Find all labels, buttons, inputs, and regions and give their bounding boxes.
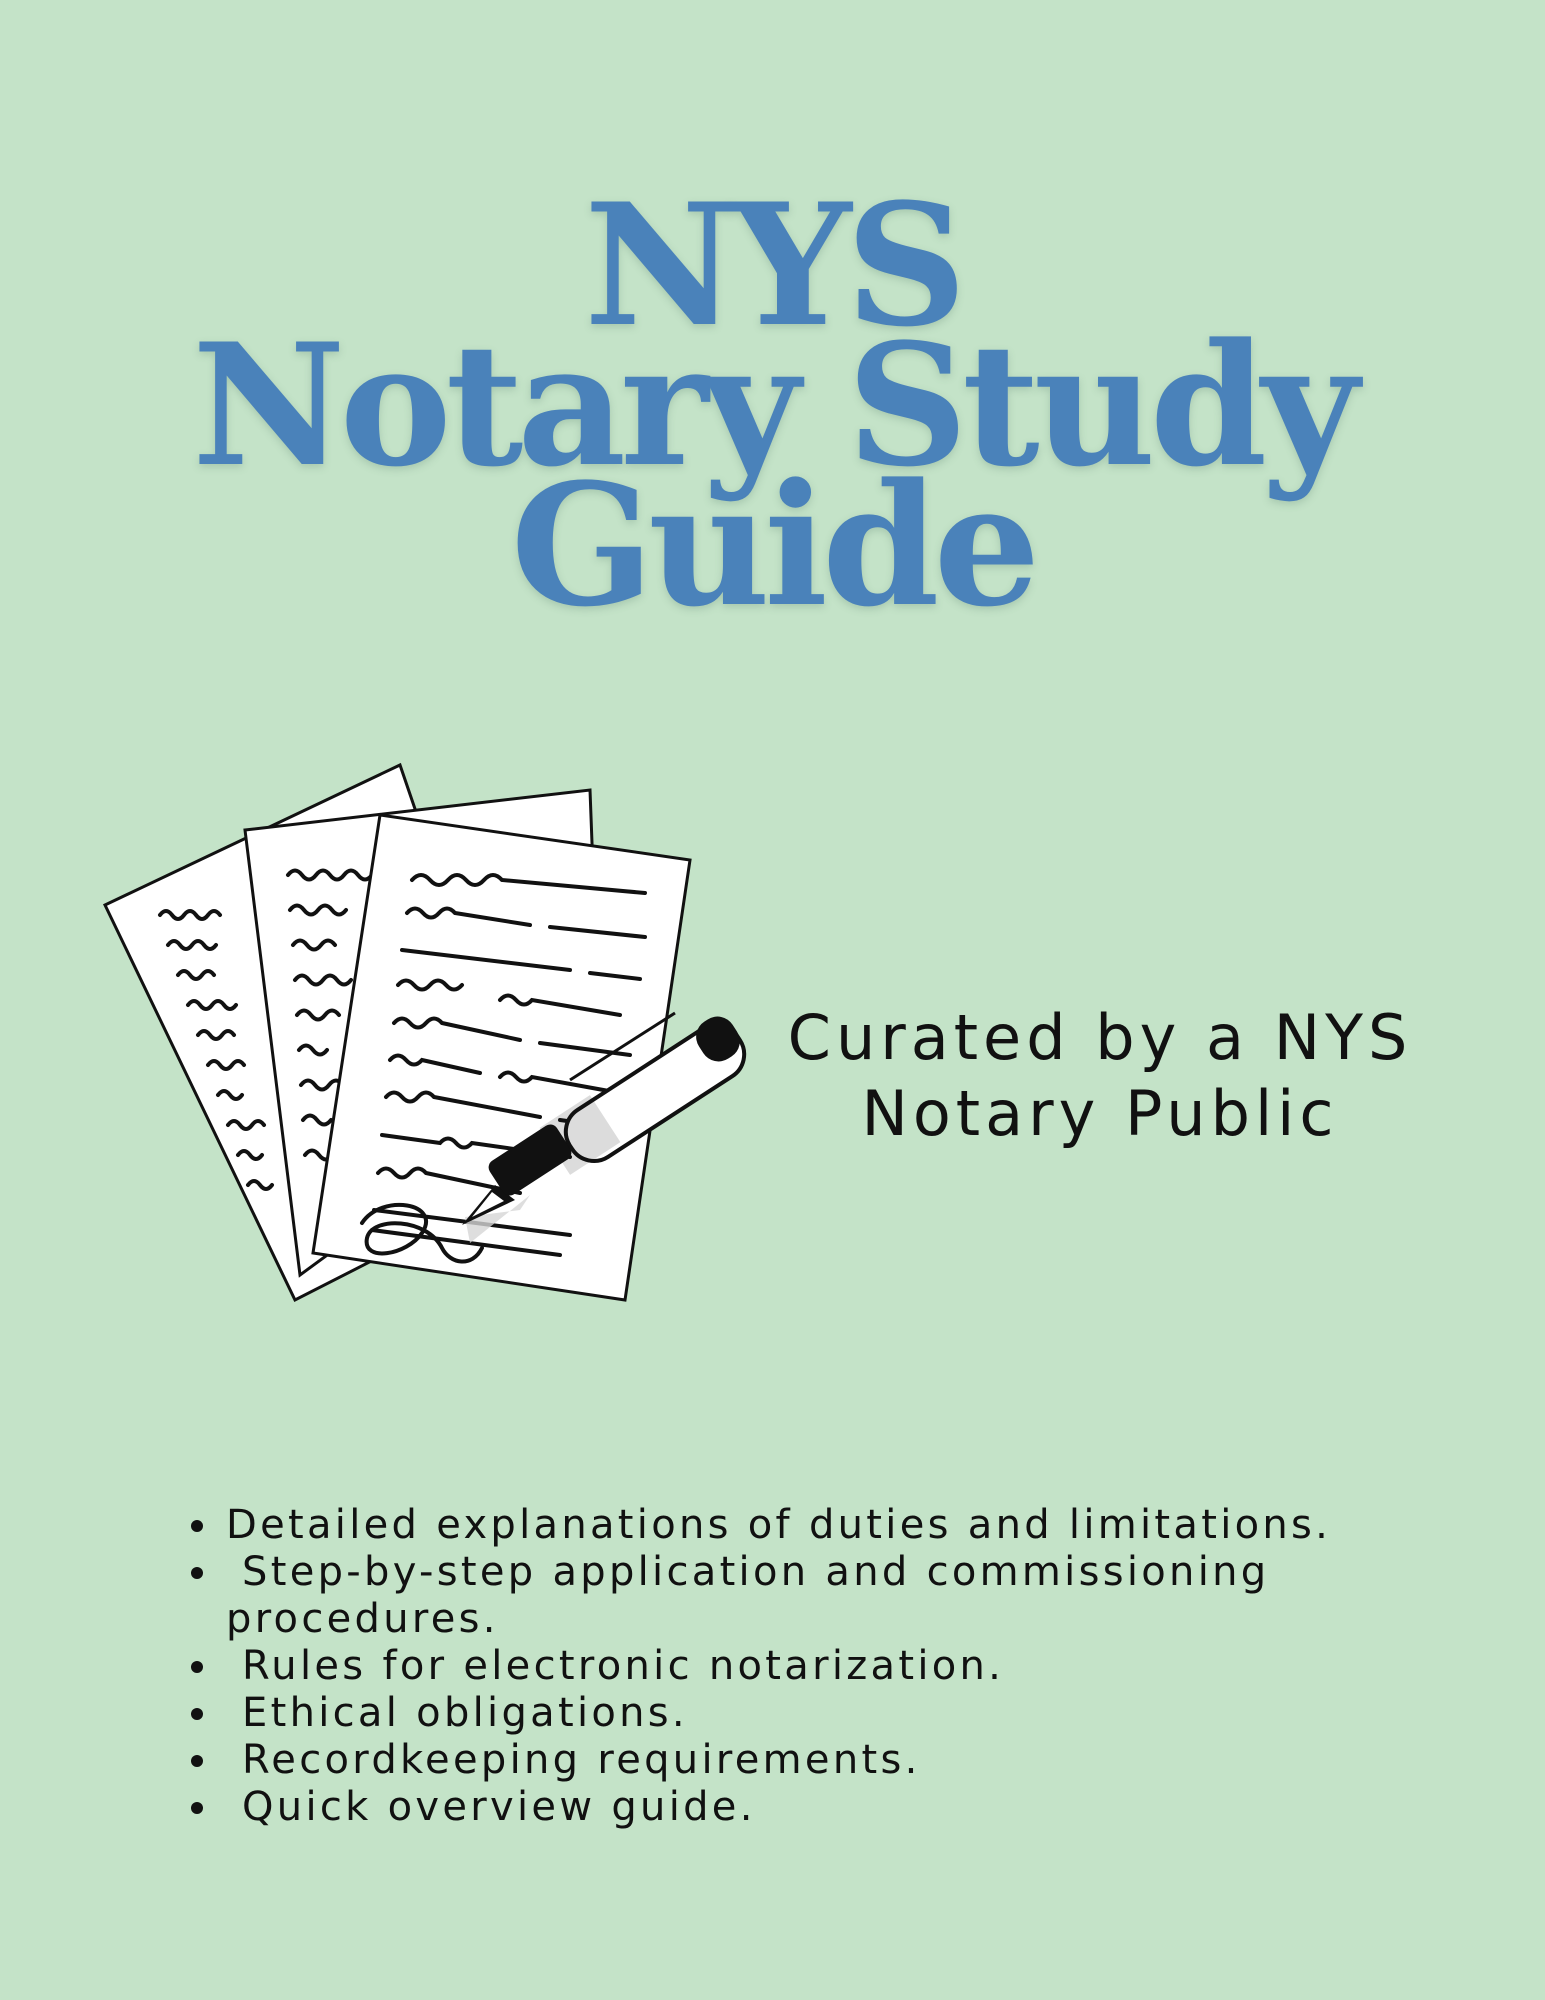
subtitle-line-1: Curated by a NYS xyxy=(787,1001,1413,1074)
list-item: • Step-by-step application and commissioning procedures. xyxy=(222,1549,1326,1643)
list-item: • Quick overview guide. xyxy=(222,1784,1522,1831)
feature-list xyxy=(170,1502,1522,1831)
title-line-1: NYS xyxy=(584,166,961,364)
title-line-3: Guide xyxy=(510,446,1035,644)
subtitle-line-2: Notary Public xyxy=(861,1077,1339,1150)
list-item: • Rules for electronic notarization. xyxy=(222,1643,1522,1690)
title-line-2: Notary Study xyxy=(192,306,1353,504)
list-item: • Detailed explanations of duties and limitations. xyxy=(222,1502,1522,1549)
subtitle xyxy=(760,1000,1440,1152)
document-sheet-front-icon xyxy=(313,815,690,1300)
page-title xyxy=(0,166,1545,644)
documents-with-fountain-pen-icon xyxy=(100,755,760,1315)
list-item: • Recordkeeping requirements. xyxy=(222,1737,1522,1784)
list-item: • Ethical obligations. xyxy=(222,1690,1522,1737)
